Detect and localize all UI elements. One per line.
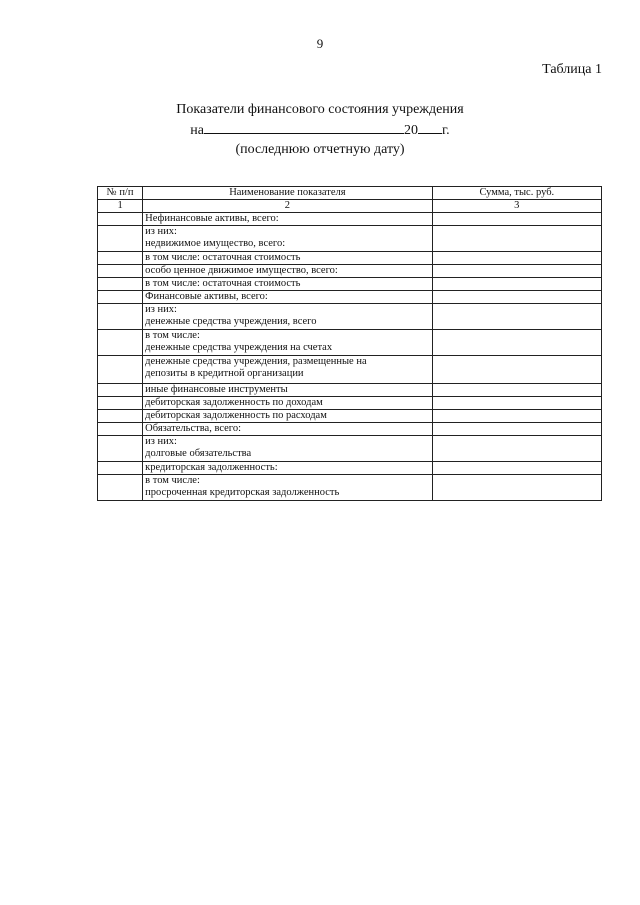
- sum-cell[interactable]: [432, 265, 601, 278]
- indicator-name-cell: [143, 384, 432, 397]
- indicator-name-cell: [143, 356, 432, 384]
- row-number-cell[interactable]: [98, 462, 143, 475]
- sum-cell[interactable]: [432, 252, 601, 265]
- indicator-name-cell: [143, 304, 432, 330]
- indicator-name-cell: [143, 410, 432, 423]
- header-sum: Сумма, тыс. руб.: [432, 187, 601, 200]
- sum-cell[interactable]: [432, 397, 601, 410]
- sum-cell[interactable]: [432, 330, 601, 356]
- indicator-name-line: долговые обязательства: [145, 448, 252, 459]
- indicator-name-line: из них:: [145, 304, 177, 315]
- table-label: Таблица 1: [542, 62, 602, 77]
- indicator-name-line: иные финансовые инструменты: [145, 384, 288, 395]
- indicator-name-line: денежные средства учреждения на счетах: [145, 342, 333, 353]
- column-number-row: [98, 200, 602, 213]
- row-number-cell[interactable]: [98, 304, 143, 330]
- indicator-name-line: депозиты в кредитной организации: [145, 368, 304, 379]
- table-row: [98, 436, 602, 462]
- table-body: [98, 213, 602, 501]
- row-number-cell[interactable]: [98, 423, 143, 436]
- indicator-name-line: Обязательства, всего:: [145, 423, 241, 434]
- sum-cell[interactable]: [432, 304, 601, 330]
- sum-cell[interactable]: [432, 423, 601, 436]
- indicator-name-line: Нефинансовые активы, всего:: [145, 213, 279, 224]
- table-row: [98, 226, 602, 252]
- indicator-name-line: особо ценное движимое имущество, всего:: [145, 265, 338, 276]
- indicator-name-line: в том числе:: [145, 330, 200, 341]
- indicator-name-line: кредиторская задолженность:: [145, 462, 278, 473]
- header-num: № п/п: [98, 187, 143, 200]
- indicator-name-line: из них:: [145, 436, 177, 447]
- sum-cell[interactable]: [432, 475, 601, 501]
- indicator-name-line: дебиторская задолженность по доходам: [145, 397, 323, 408]
- row-number-cell[interactable]: [98, 384, 143, 397]
- page-number: 9: [316, 36, 324, 51]
- header-name: Наименование показателя: [143, 187, 432, 200]
- indicator-name-line: в том числе: остаточная стоимость: [145, 278, 301, 289]
- indicator-name-line: в том числе: остаточная стоимость: [145, 252, 301, 263]
- row-number-cell[interactable]: [98, 213, 143, 226]
- indicator-name-line: недвижимое имущество, всего:: [145, 238, 286, 249]
- row-number-cell[interactable]: [98, 436, 143, 462]
- sum-cell[interactable]: [432, 226, 601, 252]
- indicator-name-cell: [143, 397, 432, 410]
- indicator-name-cell: [143, 278, 432, 291]
- table-row: [98, 475, 602, 501]
- row-number-cell[interactable]: [98, 356, 143, 384]
- row-number-cell[interactable]: [98, 291, 143, 304]
- table-row: [98, 265, 602, 278]
- title-block: [0, 100, 640, 159]
- indicator-name-cell: [143, 475, 432, 501]
- table-row: [98, 291, 602, 304]
- table-row: [98, 330, 602, 356]
- indicator-name-cell: [143, 462, 432, 475]
- table-row: [98, 410, 602, 423]
- indicator-name-cell: [143, 330, 432, 356]
- indicator-name-line: дебиторская задолженность по расходам: [145, 410, 327, 421]
- indicator-name-cell: [143, 226, 432, 252]
- date-line: [190, 119, 449, 140]
- indicator-name-cell: [143, 291, 432, 304]
- indicator-name-cell: [143, 252, 432, 265]
- row-number-cell[interactable]: [98, 226, 143, 252]
- indicator-name-line: в том числе:: [145, 475, 200, 486]
- header-row: [98, 187, 602, 200]
- table-row: [98, 423, 602, 436]
- sum-cell[interactable]: [432, 384, 601, 397]
- sum-cell[interactable]: [432, 436, 601, 462]
- column-number: 3: [432, 200, 601, 213]
- table-row: [98, 278, 602, 291]
- sum-cell[interactable]: [432, 410, 601, 423]
- sum-cell[interactable]: [432, 291, 601, 304]
- title-line: Показатели финансового состояния учреждения: [176, 102, 464, 117]
- column-number: 2: [143, 200, 432, 213]
- table-row: [98, 252, 602, 265]
- indicator-name-line: просроченная кредиторская задолженность: [145, 487, 340, 498]
- row-number-cell[interactable]: [98, 265, 143, 278]
- table-row: [98, 356, 602, 384]
- indicators-table: [97, 186, 602, 501]
- table-row: [98, 213, 602, 226]
- date-suffix: г.: [442, 123, 450, 138]
- indicator-name-line: из них:: [145, 226, 177, 237]
- indicator-name-cell: [143, 436, 432, 462]
- row-number-cell[interactable]: [98, 278, 143, 291]
- table-row: [98, 397, 602, 410]
- indicator-name-line: денежные средства учреждения, размещенные на: [145, 356, 367, 367]
- indicator-name-cell: [143, 213, 432, 226]
- column-number: 1: [98, 200, 143, 213]
- year-blank: [418, 119, 442, 134]
- row-number-cell[interactable]: [98, 410, 143, 423]
- indicator-name-cell: [143, 423, 432, 436]
- sum-cell[interactable]: [432, 213, 601, 226]
- row-number-cell[interactable]: [98, 330, 143, 356]
- date-year: 20: [404, 123, 419, 138]
- row-number-cell[interactable]: [98, 397, 143, 410]
- row-number-cell[interactable]: [98, 475, 143, 501]
- table-row: [98, 384, 602, 397]
- indicator-name-line: денежные средства учреждения, всего: [145, 316, 317, 327]
- sum-cell[interactable]: [432, 278, 601, 291]
- table-row: [98, 304, 602, 330]
- sum-cell[interactable]: [432, 462, 601, 475]
- title-subline: (последнюю отчетную дату): [235, 142, 405, 157]
- indicator-name-line: Финансовые активы, всего:: [145, 291, 268, 302]
- sum-cell[interactable]: [432, 356, 601, 384]
- table-row: [98, 462, 602, 475]
- date-blank: [204, 119, 404, 134]
- date-prefix: на: [190, 123, 205, 138]
- indicator-name-cell: [143, 265, 432, 278]
- row-number-cell[interactable]: [98, 252, 143, 265]
